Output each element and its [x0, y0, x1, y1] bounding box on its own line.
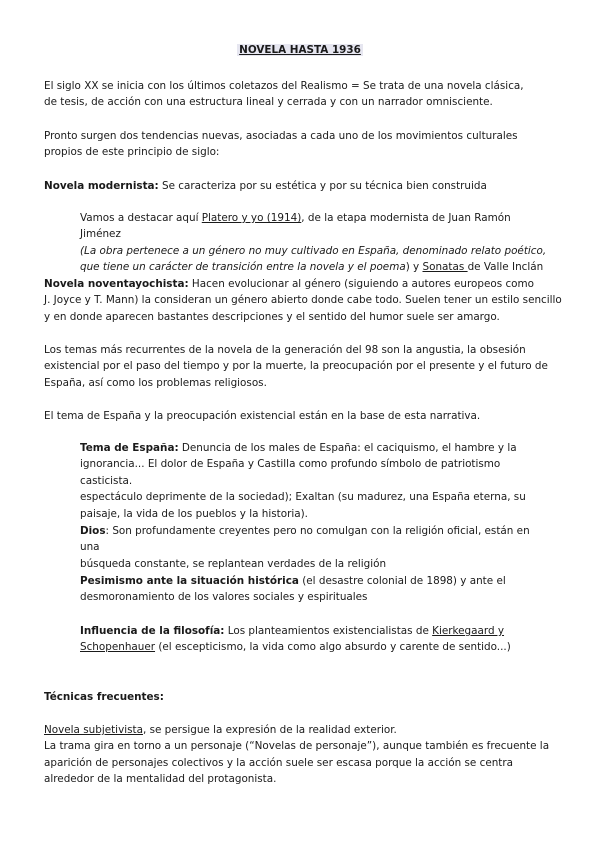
pesimismo-paragraph: Pesimismo ante la situación histórica (el desastre colonial de 1898) y ante el desmoronamiento de los valores sociales y espirituales — [80, 575, 506, 604]
dios-paragraph: Dios: Son profundamente creyentes pero no comulgan con la religión oficial, están en una búsqueda constante, se replantean verdades de la religión — [80, 525, 530, 570]
temas-paragraph: Los temas más recurrentes de la novela de la generación del 98 son la angustia, la obsesión existencial por el paso del tiempo y por la muerte, la preocupación por el presente y el futuro de España, así como los problemas religiosos. — [44, 344, 548, 389]
tema-espana-label: Tema de España: — [80, 442, 179, 454]
schopenhauer-link[interactable]: Schopenhauer — [80, 641, 156, 654]
modernista-paragraph: Novela modernista: Se caracteriza por su estética y por su técnica bien construida — [44, 180, 487, 192]
filosofia-label: Influencia de la filosofía: — [80, 625, 225, 637]
noventayochista-label: Novela noventayochista: — [44, 278, 189, 290]
tema-espana-paragraph: Tema de España: Denuncia de los males de España: el caciquismo, el hambre y la ignorancia... El dolor de España y Castilla como profundo símbolo de patriotismo casticista. espectáculo deprimente de la sociedad); Exaltan (su madurez, una España eterna, su paisaje, la vida de los pueblos y la historia). — [80, 442, 526, 520]
kierkegaard-link[interactable]: Kierkegaard y — [432, 625, 505, 637]
subjetivista-link[interactable]: Novela subjetivista — [44, 724, 143, 736]
subjetivista-paragraph: Novela subjetivista, se persigue la expresión de la realidad exterior. La trama gira en torno a un personaje (“Novelas de personaje”), aunque también es frecuente la aparición de personajes colectivos y la acción suele ser escasa porque la acción se centra alrededor de la mentalidad del protagonista. — [44, 724, 550, 786]
page-title: NOVELA HASTA 1936 — [239, 44, 361, 56]
base-paragraph: El tema de España y la preocupación existencial están en la base de esta narrativa. — [44, 410, 481, 422]
platero-paragraph: Vamos a destacar aquí Platero y yo (1914), de la etapa modernista de Juan Ramón Jiménez (La obra pertenece a un género no muy cultivado en España, denominado relato poético, que tiene un carácter de transición entre la novela y el poema) y Sonatas de Valle Inclán — [80, 212, 547, 274]
pesimismo-label: Pesimismo ante la situación histórica — [80, 575, 299, 587]
modernista-label: Novela modernista: — [44, 180, 159, 192]
dios-label: Dios — [80, 525, 106, 537]
noventayochista-paragraph: Novela noventayochista: Hacen evolucionar al género (siguiendo a autores europeos como J. Joyce y T. Mann) la consideran un género abierto donde cabe todo. Suelen tener un estilo sencillo y en donde aparecen bastantes descripciones y el sentido del humor suele ser amargo. — [44, 278, 562, 323]
filosofia-paragraph: Influencia de la filosofía: Los planteamientos existencialistas de Kierkegaard y Schopenhauer (el escepticismo, la vida como algo absurdo y carente de sentido...) — [80, 625, 511, 654]
intro-paragraph: El siglo XX se inicia con los últimos coletazos del Realismo = Se trata de una novela clásica, de tesis, de acción con una estructura lineal y cerrada y con un narrador omnisciente. — [44, 80, 524, 109]
tendencias-paragraph: Pronto surgen dos tendencias nuevas, asociadas a cada uno de los movimientos culturales propios de este principio de siglo: — [44, 130, 518, 159]
platero-link[interactable]: Platero y yo (1914) — [201, 212, 302, 224]
sonatas-link[interactable]: Sonatas — [422, 261, 468, 274]
tecnicas-heading: Técnicas frecuentes: — [44, 691, 164, 703]
